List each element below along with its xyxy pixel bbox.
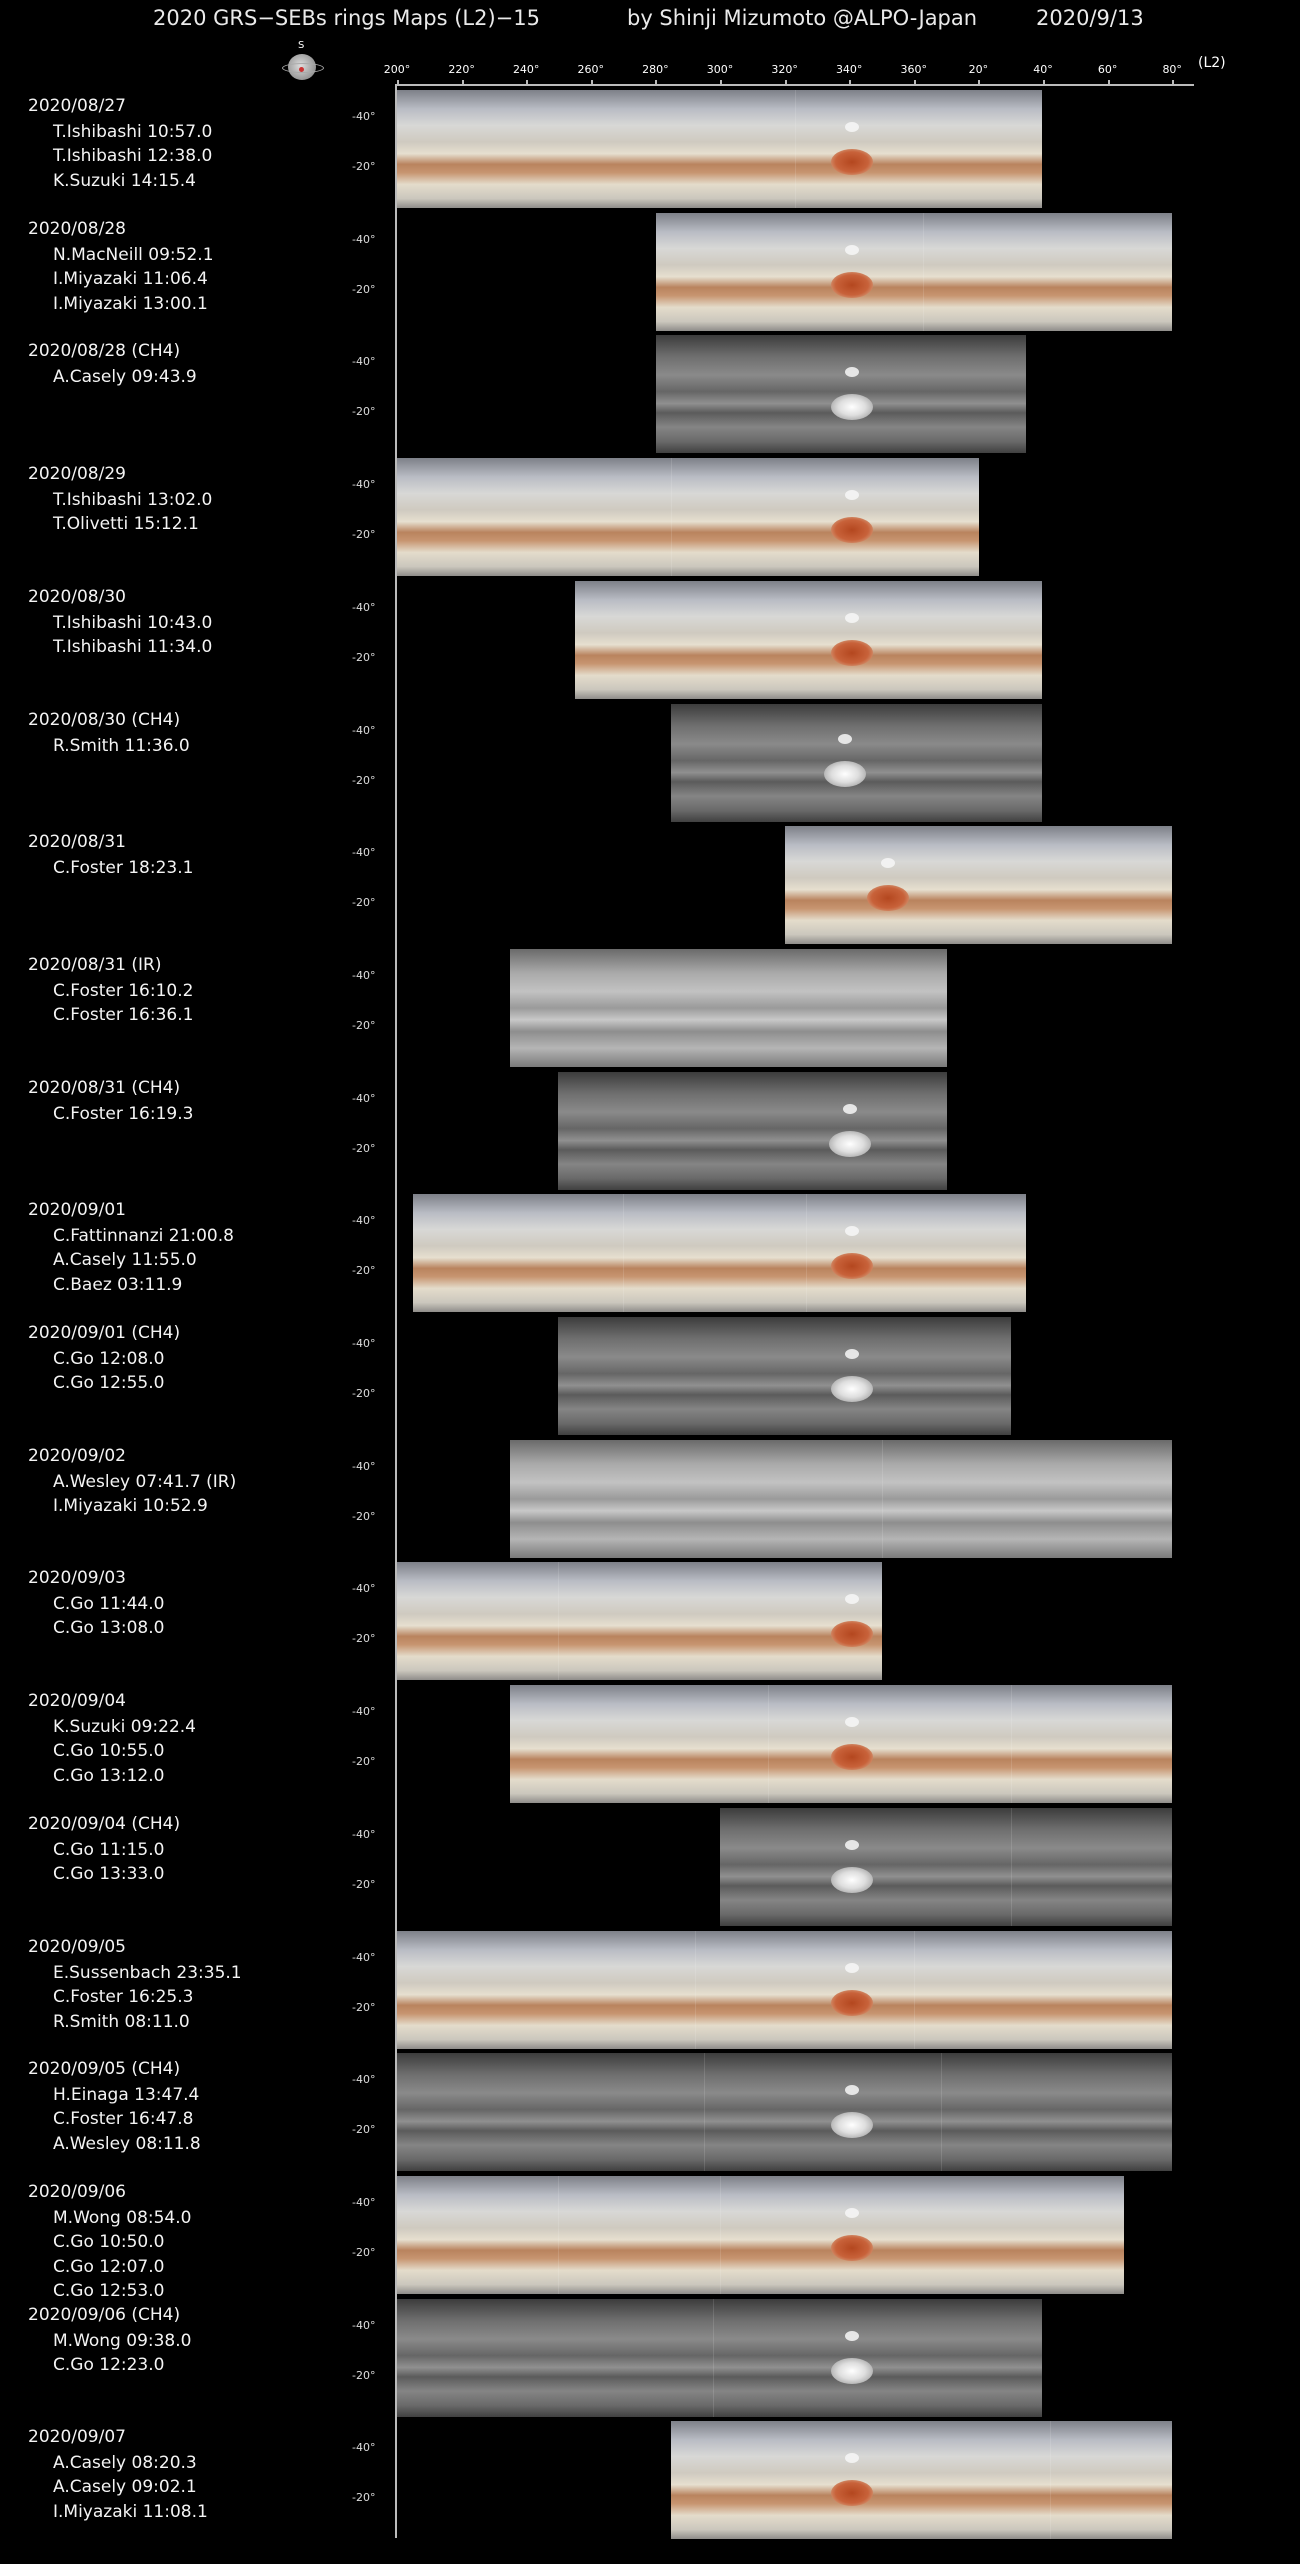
observer-line: M.Wong 08:54.0 xyxy=(53,2207,192,2228)
observation-date: 2020/09/07 xyxy=(28,2427,126,2448)
longitude-tick-label: 280° xyxy=(642,63,669,76)
map-entry xyxy=(0,456,1300,578)
great-red-spot xyxy=(831,2235,873,2261)
mosaic-seam xyxy=(558,1562,559,1680)
mosaic-seam xyxy=(671,458,672,576)
great-red-spot xyxy=(831,272,873,298)
mosaic-seam xyxy=(1050,2421,1051,2539)
great-red-spot xyxy=(824,761,866,787)
latitude-label-20: -20° xyxy=(352,1877,376,1891)
great-red-spot xyxy=(831,1253,873,1279)
observation-date: 2020/08/28 (CH4) xyxy=(28,341,181,362)
map-strip-image xyxy=(671,704,1042,822)
observer-line: C.Go 12:23.0 xyxy=(53,2354,165,2375)
observer-line: T.Ishibashi 12:38.0 xyxy=(53,146,213,166)
white-oval xyxy=(845,245,859,255)
observer-line: C.Foster 16:47.8 xyxy=(53,2109,194,2130)
mosaic-seam xyxy=(713,2299,714,2417)
south-pole-label: S xyxy=(298,40,305,51)
longitude-tick-label: 220° xyxy=(448,63,475,76)
great-red-spot xyxy=(831,1744,873,1770)
mosaic-seam xyxy=(882,1440,883,1558)
map-entry xyxy=(0,1929,1300,2051)
longitude-tick-label: 260° xyxy=(577,63,605,76)
latitude-label-20: -20° xyxy=(352,896,376,910)
observer-line: A.Casely 09:43.9 xyxy=(53,367,197,388)
observer-line: I.Miyazaki 10:52.9 xyxy=(53,1495,208,1516)
longitude-tick-label: 340° xyxy=(835,63,863,76)
map-strip-image xyxy=(656,213,1172,331)
observation-date: 2020/08/28 xyxy=(28,218,126,239)
observation-date: 2020/08/29 xyxy=(28,464,126,485)
latitude-label-40: -40° xyxy=(352,723,376,737)
latitude-label-40: -40° xyxy=(352,1459,376,1473)
map-entry xyxy=(0,1560,1300,1682)
map-entry xyxy=(0,824,1300,946)
observer-line: C.Fattinnanzi 21:00.8 xyxy=(53,1226,234,1247)
mosaic-seam xyxy=(695,1931,696,2049)
map-entry xyxy=(0,1683,1300,1805)
latitude-label-40: -40° xyxy=(352,2195,376,2209)
white-oval xyxy=(843,1104,857,1114)
observer-line: C.Go 12:08.0 xyxy=(53,1349,165,1369)
map-entry xyxy=(0,1192,1300,1314)
observer-line: A.Casely 09:02.1 xyxy=(53,2477,197,2498)
latitude-label-40: -40° xyxy=(352,1214,376,1228)
map-strip-image xyxy=(510,949,947,1067)
latitude-label-20: -20° xyxy=(352,405,376,419)
latitude-label-20: -20° xyxy=(352,2123,376,2137)
observation-date: 2020/08/27 xyxy=(28,96,126,116)
map-entry xyxy=(0,2297,1300,2419)
latitude-label-40: -40° xyxy=(352,1705,376,1719)
mosaic-seam xyxy=(914,1931,915,2049)
great-red-spot xyxy=(831,394,873,420)
longitude-tick-label: 240° xyxy=(512,63,540,76)
observer-line: C.Foster 16:10.2 xyxy=(53,980,194,1001)
observer-line: T.Olivetti 15:12.1 xyxy=(53,514,199,535)
observation-date: 2020/09/03 xyxy=(28,1568,126,1589)
longitude-tick-label: 200° xyxy=(383,63,411,76)
observation-date: 2020/09/01 xyxy=(28,1200,126,1221)
white-oval xyxy=(845,1594,859,1604)
mosaic-seam xyxy=(1011,1685,1012,1803)
observation-date: 2020/09/05 xyxy=(28,1936,126,1957)
white-oval xyxy=(845,122,859,132)
white-oval xyxy=(845,1349,859,1359)
map-entry xyxy=(0,702,1300,824)
white-oval xyxy=(881,858,895,868)
observer-line: A.Wesley 08:11.8 xyxy=(53,2134,201,2155)
map-entry xyxy=(0,579,1300,701)
observation-date: 2020/08/31 (IR) xyxy=(28,954,162,975)
observation-date: 2020/08/30 xyxy=(28,586,126,607)
observation-date: 2020/09/01 (CH4) xyxy=(28,1323,181,1343)
observer-line: R.Smith 08:11.0 xyxy=(53,2011,190,2032)
map-strip-image xyxy=(397,90,1042,208)
map-strip-image xyxy=(397,2053,1172,2171)
map-entry xyxy=(0,2051,1300,2173)
map-entry xyxy=(0,211,1300,333)
map-strip-image xyxy=(510,1440,1172,1558)
latitude-label-20: -20° xyxy=(352,1387,376,1400)
latitude-label-40: -40° xyxy=(352,1582,376,1596)
great-red-spot xyxy=(831,640,873,666)
great-red-spot xyxy=(867,885,909,911)
mosaic-seam xyxy=(795,90,796,208)
map-strip-image xyxy=(575,581,1042,699)
observation-date: 2020/09/06 (CH4) xyxy=(28,2304,181,2325)
map-entry xyxy=(0,1070,1300,1192)
latitude-label-20: -20° xyxy=(352,2491,376,2505)
great-red-spot xyxy=(831,2112,873,2138)
great-red-spot xyxy=(831,149,873,175)
map-strip-image xyxy=(558,1317,1011,1435)
observer-line: T.Ishibashi 10:57.0 xyxy=(53,122,213,142)
map-strip-image xyxy=(558,1072,947,1190)
map-entry xyxy=(0,947,1300,1069)
latitude-label-40: -40° xyxy=(352,1091,376,1105)
observer-line: C.Go 10:50.0 xyxy=(53,2231,165,2252)
observer-line: I.Miyazaki 13:00.1 xyxy=(53,293,208,314)
longitude-tick-label: 300° xyxy=(706,63,734,76)
mosaic-seam xyxy=(806,1194,807,1312)
longitude-tick-label: 360° xyxy=(900,63,928,76)
mosaic-seam xyxy=(720,2176,721,2294)
longitude-axis-line xyxy=(396,84,1194,86)
latitude-label-40: -40° xyxy=(352,846,376,860)
latitude-label-20: -20° xyxy=(352,650,376,664)
observer-line: C.Go 12:07.0 xyxy=(53,2256,165,2277)
latitude-label-20: -20° xyxy=(352,1141,376,1155)
observer-line: I.Miyazaki 11:08.1 xyxy=(53,2502,208,2523)
latitude-label-20: -20° xyxy=(352,1632,376,1646)
latitude-label-20: -20° xyxy=(352,1509,376,1523)
observer-line: C.Go 13:12.0 xyxy=(53,1766,165,1787)
map-entry xyxy=(0,2174,1300,2301)
white-oval xyxy=(838,734,852,744)
map-entry xyxy=(0,1438,1300,1560)
observer-line: I.Miyazaki 11:06.4 xyxy=(53,268,208,289)
title-main: 2020 GRS−SEBs rings Maps (L2)−15 xyxy=(153,6,540,30)
latitude-label-40: -40° xyxy=(352,110,376,123)
observer-line: C.Go 13:33.0 xyxy=(53,1863,165,1884)
latitude-label-20: -20° xyxy=(352,528,376,542)
white-oval xyxy=(845,490,859,500)
mosaic-seam xyxy=(704,2053,705,2171)
observer-line: H.Einaga 13:47.4 xyxy=(53,2085,200,2106)
white-oval xyxy=(845,1840,859,1850)
observation-date: 2020/08/31 (CH4) xyxy=(28,1077,181,1098)
observer-line: T.Ishibashi 10:43.0 xyxy=(53,612,213,633)
map-entry xyxy=(0,333,1300,455)
white-oval xyxy=(845,367,859,377)
latitude-label-20: -20° xyxy=(352,773,376,787)
observer-line: C.Go 13:08.0 xyxy=(53,1618,165,1639)
observer-line: C.Go 12:55.0 xyxy=(53,1373,165,1393)
great-red-spot xyxy=(831,1376,873,1402)
map-entry xyxy=(0,1806,1300,1928)
observer-line: C.Baez 03:11.9 xyxy=(53,1275,183,1296)
observer-line: C.Go 12:53.0 xyxy=(53,2280,165,2301)
observation-date: 2020/09/05 (CH4) xyxy=(28,2059,181,2080)
white-oval xyxy=(845,2453,859,2463)
observation-date: 2020/09/02 xyxy=(28,1445,126,1466)
longitude-tick-label: 320° xyxy=(771,63,798,76)
observation-date: 2020/09/04 xyxy=(28,1691,126,1712)
map-strip-image xyxy=(397,1562,882,1680)
latitude-label-20: -20° xyxy=(352,1755,376,1769)
great-red-spot xyxy=(831,2358,873,2384)
latitude-label-20: -20° xyxy=(352,2245,376,2259)
mosaic-seam xyxy=(923,213,924,331)
great-red-spot xyxy=(829,1131,871,1157)
latitude-label-40: -40° xyxy=(352,478,376,492)
map-strip-image xyxy=(785,826,1172,944)
observation-date: 2020/09/06 xyxy=(28,2181,126,2202)
longitude-tick-label: 80° xyxy=(1162,63,1182,76)
observer-line: A.Casely 11:55.0 xyxy=(53,1250,197,1271)
figure-title xyxy=(0,6,1300,36)
observer-line: A.Casely 08:20.3 xyxy=(53,2453,197,2474)
map-strip-image xyxy=(720,1808,1172,1926)
title-date: 2020/9/13 xyxy=(1036,6,1144,30)
great-red-spot xyxy=(831,517,873,543)
great-red-spot xyxy=(831,1621,873,1647)
longitude-tick-label: 40° xyxy=(1033,63,1053,76)
great-red-spot xyxy=(831,1990,873,2016)
mosaic-seam xyxy=(768,1685,769,1803)
observer-line: N.MacNeill 09:52.1 xyxy=(53,244,214,265)
latitude-label-40: -40° xyxy=(352,2073,376,2087)
map-strip-image xyxy=(397,2176,1124,2294)
grs-marker-icon xyxy=(299,67,304,72)
title-author: by Shinji Mizumoto @ALPO-Japan xyxy=(627,6,978,30)
latitude-label-40: -40° xyxy=(352,2441,376,2455)
jupiter-globe-icon xyxy=(282,42,322,82)
mosaic-seam xyxy=(623,1194,624,1312)
latitude-label-40: -40° xyxy=(352,1337,376,1350)
latitude-label-20: -20° xyxy=(352,1264,376,1278)
observer-line: C.Foster 16:19.3 xyxy=(53,1103,194,1124)
great-red-spot xyxy=(831,2480,873,2506)
latitude-label-20: -20° xyxy=(352,2368,376,2382)
observer-line: T.Ishibashi 11:34.0 xyxy=(53,636,213,657)
mosaic-seam xyxy=(558,2176,559,2294)
longitude-system-label: (L2) xyxy=(1198,55,1226,71)
latitude-label-40: -40° xyxy=(352,600,376,614)
map-entry xyxy=(0,88,1300,210)
latitude-label-40: -40° xyxy=(352,1827,376,1841)
map-strip-image xyxy=(656,335,1026,453)
white-oval xyxy=(845,1963,859,1973)
observer-line: M.Wong 09:38.0 xyxy=(53,2330,192,2351)
observation-date: 2020/09/04 (CH4) xyxy=(28,1813,181,1834)
map-strip-image xyxy=(671,2421,1172,2539)
observer-line: E.Sussenbach 23:35.1 xyxy=(53,1962,242,1983)
white-oval xyxy=(845,2208,859,2218)
observer-line: C.Foster 16:25.3 xyxy=(53,1986,194,2007)
map-entry xyxy=(0,2419,1300,2541)
map-entry xyxy=(0,1315,1300,1437)
longitude-tick-label: 20° xyxy=(968,63,989,76)
observer-line: K.Suzuki 14:15.4 xyxy=(53,171,196,191)
observer-line: C.Go 11:15.0 xyxy=(53,1839,165,1860)
latitude-label-40: -40° xyxy=(352,2318,376,2332)
latitude-label-40: -40° xyxy=(352,968,376,982)
latitude-label-20: -20° xyxy=(352,1018,376,1032)
white-oval xyxy=(845,613,859,623)
observation-date: 2020/08/31 xyxy=(28,832,126,853)
longitude-tick-label: 60° xyxy=(1097,63,1118,76)
observer-line: C.Go 10:55.0 xyxy=(53,1741,165,1762)
observer-line: C.Foster 18:23.1 xyxy=(53,858,194,879)
latitude-label-20: -20° xyxy=(352,282,376,296)
great-red-spot xyxy=(831,1867,873,1893)
mosaic-seam xyxy=(1011,1808,1012,1926)
observer-line: C.Foster 16:36.1 xyxy=(53,1004,194,1025)
latitude-label-20: -20° xyxy=(352,160,376,173)
map-strip-image xyxy=(413,1194,1026,1312)
map-strip-image xyxy=(510,1685,1172,1803)
observer-line: T.Ishibashi 13:02.0 xyxy=(53,490,213,511)
map-strip-image xyxy=(397,2299,1042,2417)
white-oval xyxy=(845,2331,859,2341)
map-strip-image xyxy=(397,458,979,576)
latitude-label-40: -40° xyxy=(352,232,376,246)
observation-date: 2020/08/30 (CH4) xyxy=(28,709,181,730)
mosaic-seam xyxy=(941,2053,942,2171)
white-oval xyxy=(845,1717,859,1727)
latitude-label-40: -40° xyxy=(352,1950,376,1964)
map-strip-image xyxy=(397,1931,1172,2049)
white-oval xyxy=(845,1226,859,1236)
white-oval xyxy=(845,2085,859,2095)
observer-line: A.Wesley 07:41.7 (IR) xyxy=(53,1471,237,1492)
observer-line: R.Smith 11:36.0 xyxy=(53,735,190,756)
latitude-label-40: -40° xyxy=(352,355,376,369)
latitude-label-20: -20° xyxy=(352,2000,376,2014)
observer-line: C.Go 11:44.0 xyxy=(53,1594,165,1615)
observer-line: K.Suzuki 09:22.4 xyxy=(53,1717,196,1738)
